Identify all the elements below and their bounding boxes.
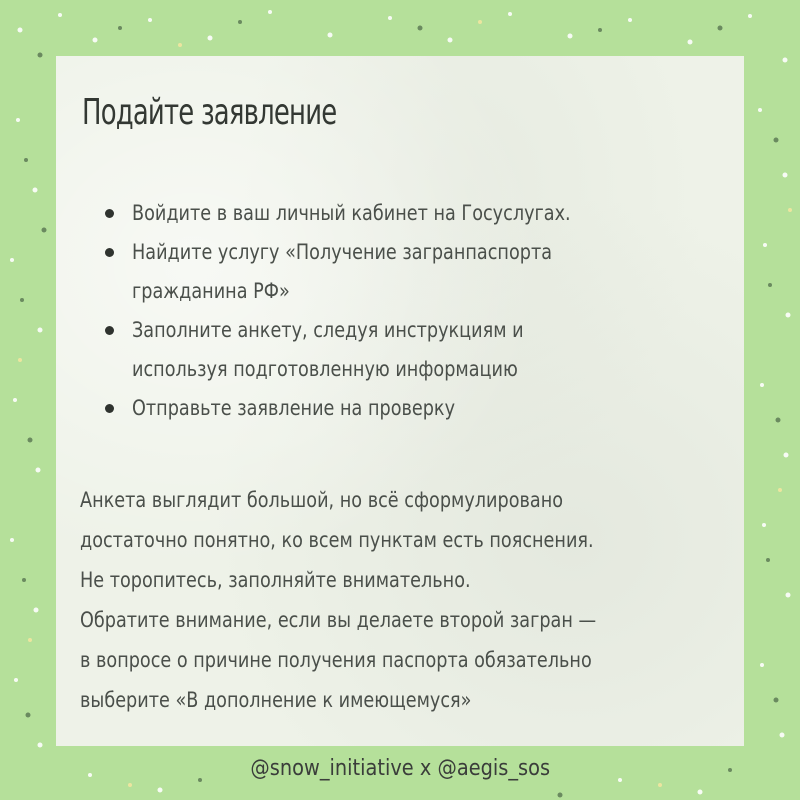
list-item xyxy=(102,194,722,233)
note-line: выберите «В дополнение к имеющемуся» xyxy=(80,688,472,712)
list-item xyxy=(102,311,722,389)
note-line: Обратите внимание, если вы делаете второй загран — xyxy=(80,608,597,632)
content-card xyxy=(56,56,744,746)
list-item xyxy=(102,233,722,311)
note-line: Не торопитесь, заполняйте внимательно. xyxy=(80,568,471,592)
note-line: в вопросе о причине получения паспорта обязательно xyxy=(80,648,592,672)
bullet-icon xyxy=(105,404,114,413)
note-line: Анкета выглядит большой, но всё сформулировано xyxy=(80,488,564,512)
step-text: Отправьте заявление на проверку xyxy=(132,396,456,420)
step-text: Заполните анкету, следуя инструкциям и используя подготовленную информацию xyxy=(132,318,524,381)
footer-text: @snow_initiative x @aegis_sos xyxy=(250,756,550,781)
step-text: Войдите в ваш личный кабинет на Госуслугах. xyxy=(132,201,571,225)
steps-list xyxy=(102,194,722,428)
step-text: Найдите услугу «Получение загранпаспорта гражданина РФ» xyxy=(132,240,553,303)
bullet-icon xyxy=(105,326,114,335)
bullet-icon xyxy=(105,248,114,257)
page-title: Подайте заявление xyxy=(82,92,337,133)
footer-credits xyxy=(0,756,800,781)
note-line: достаточно понятно, ко всем пунктам есть пояснения. xyxy=(80,528,594,552)
list-item xyxy=(102,389,722,428)
note-paragraph xyxy=(80,480,760,720)
bullet-icon xyxy=(105,209,114,218)
